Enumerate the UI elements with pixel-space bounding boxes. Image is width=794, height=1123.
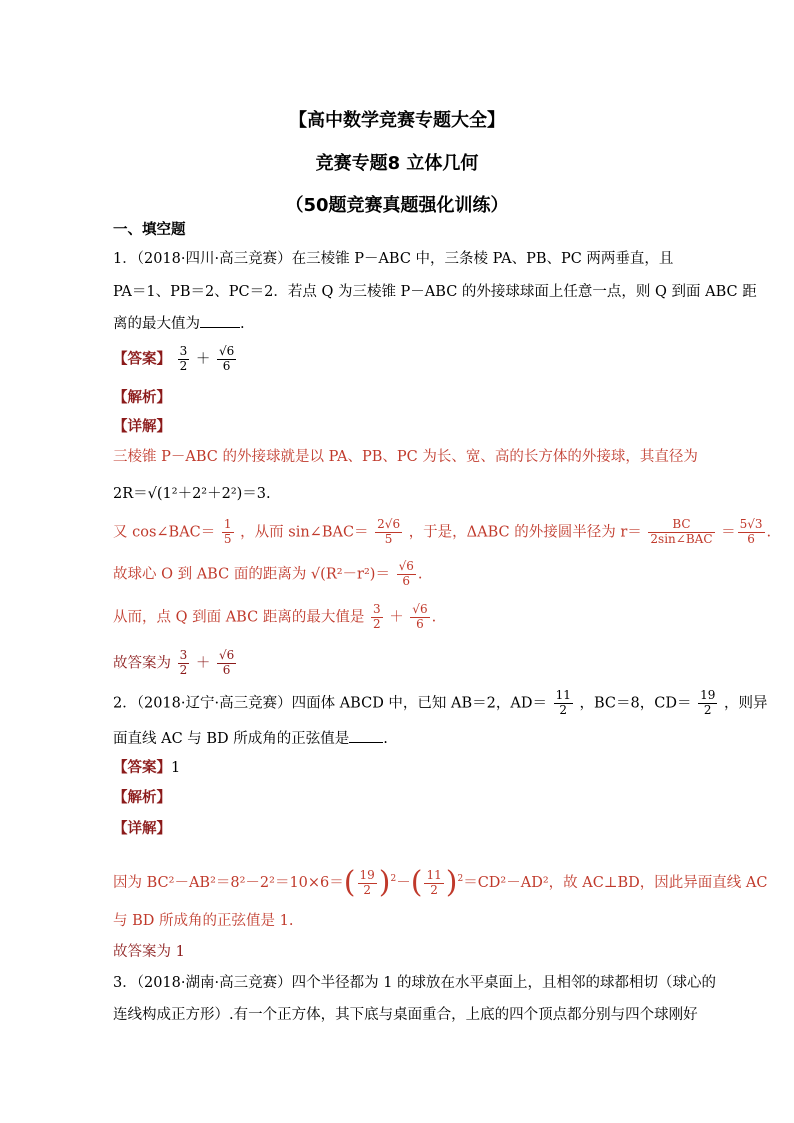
- q1-stem-line2: PA＝1、PB＝2、PC＝2．若点 Q 为三棱锥 P－ABC 的外接球球面上任意一点，则 Q 到面 ABC 距: [113, 284, 757, 300]
- q2-detail-label: 【详解】: [113, 821, 171, 837]
- sin-text: ，从而 sin∠BAC＝: [240, 524, 369, 541]
- q2-analysis-label: 【解析】: [113, 790, 171, 806]
- answer-label: 【答案】: [113, 351, 171, 368]
- fraction-bc-2sin: $\frac{BC}{\text{2sin∠BAC}}$: [650, 517, 713, 546]
- q2-text-a: 2．（2018·辽宁·高三竞赛）四面体 ABCD 中，已知 AB＝2，AD＝: [113, 695, 547, 712]
- period: .: [417, 566, 423, 583]
- period: .: [766, 524, 772, 541]
- fraction-11-2: $\frac{11}{2}$: [426, 867, 442, 897]
- q1-analysis-label: 【解析】: [113, 390, 171, 406]
- plus-sign: ＋: [195, 655, 211, 672]
- q1-stem-line3: [113, 315, 245, 333]
- q1-detail-label: 【详解】: [113, 419, 171, 435]
- fraction-root6-6: $\frac{√6}{6}$: [412, 602, 428, 631]
- period: .: [383, 731, 388, 747]
- fraction-root6-6: $\frac{√6}{6}$: [218, 344, 235, 373]
- fraction-19-2: $\frac{19}{2}$: [359, 867, 375, 897]
- q2-solution-line2: 与 BD 所成角的正弦值是 1.: [113, 913, 294, 929]
- q1-solution-line1: 三棱锥 P－ABC 的外接球就是以 PA、PB、PC 为长、宽、高的长方体的外接球，其直径为: [113, 449, 698, 465]
- fraction-root6-6: $\frac{√6}{6}$: [218, 648, 235, 677]
- q2-solution-line1: 因为 BC²－AB²＝8²－2²＝10×6＝( $\frac{19}{2}$ )$^2$－( $\frac{11}{2}$ )$^2$＝CD²－AD²，故 AC⊥BD，因此异面直线 AC: [113, 865, 768, 900]
- final-label: 故答案为: [113, 655, 171, 672]
- answer-blank: [349, 730, 383, 743]
- topic-title: 竞赛专题8 立体几何: [315, 153, 479, 174]
- q2-text-c: ，则异: [723, 695, 768, 712]
- q1-solution-line3: 又 cos∠BAC＝ $\frac{1}{5}$ ，从而 sin∠BAC＝ $\frac{2√6}{5}$ ，于是，ΔABC 的外接圆半径为 r＝ $\frac{BC}{\text{2sin∠BAC}}$ ＝ $\frac{5√3}{6}$ .: [113, 517, 772, 546]
- period: .: [431, 609, 437, 626]
- section-heading: 一、填空题: [113, 222, 186, 238]
- fraction-3-2: $\frac{3}{2}$: [179, 648, 188, 677]
- fraction-3-2: $\frac{3}{2}$: [372, 602, 381, 631]
- conclusion-text: ＝CD²－AD²，故 AC⊥BD，因此异面直线 AC: [463, 875, 768, 891]
- answer-label: 【答案】: [113, 760, 171, 776]
- radius-text: ，于是，ΔABC 的外接圆半径为 r＝: [408, 524, 642, 541]
- q1-answer: [113, 345, 238, 374]
- q1-solution-line5: [113, 603, 436, 632]
- distance-text: 故球心 O 到 ABC 面的距离为 √(R²－r²)＝: [113, 566, 390, 583]
- collection-title: 【高中数学竞赛专题大全】: [289, 110, 505, 131]
- q3-stem-line1: 3．（2018·湖南·高三竞赛）四个半径都为 1 的球放在水平桌面上，且相邻的球都相切（球心的: [113, 975, 717, 991]
- q1-final-answer: [113, 649, 238, 678]
- fraction-1-5: $\frac{1}{5}$: [223, 517, 232, 546]
- q1-stem-period: .: [240, 316, 245, 332]
- q2-stem-line2: [113, 730, 388, 748]
- max-distance-text: 从而，点 Q 到面 ABC 距离的最大值是: [113, 609, 365, 626]
- fraction-11-2: $\frac{11}{2}$: [555, 688, 571, 717]
- fraction-3-2: $\frac{3}{2}$: [179, 344, 188, 373]
- difference-text: 因为 BC²－AB²＝8²－2²＝10×6＝: [113, 875, 344, 891]
- plus-sign: ＋: [195, 351, 211, 368]
- q2-text-b: ，BC＝8，CD＝: [579, 695, 692, 712]
- q2-stem-line1: [113, 689, 767, 718]
- minus-sign: －: [396, 875, 411, 891]
- q1-stem-line1: 1．（2018·四川·高三竞赛）在三棱锥 P－ABC 中，三条棱 PA、PB、PC 两两垂直，且: [113, 251, 674, 267]
- q2-stem-text: 面直线 AC 与 BD 所成角的正弦值是: [113, 731, 350, 747]
- right-paren: ): [445, 865, 458, 900]
- cos-text: 又 cos∠BAC＝: [113, 524, 216, 541]
- answer-value: 1: [171, 760, 181, 776]
- q2-final-answer: 故答案为 1: [113, 944, 185, 960]
- q1-solution-line2: 2R＝√(1²＋2²＋2²)＝3.: [113, 486, 271, 502]
- training-subtitle: （50题竞赛真题强化训练）: [285, 195, 509, 216]
- fraction-root6-6: $\frac{√6}{6}$: [398, 559, 414, 588]
- fraction-5root3-6: $\frac{5√3}{6}$: [739, 517, 763, 546]
- answer-blank: [200, 315, 240, 328]
- fraction-2root6-5: $\frac{2√6}{5}$: [377, 517, 401, 546]
- q2-answer: [113, 760, 180, 777]
- q1-stem-text: 离的最大值为: [113, 316, 200, 332]
- plus-sign: ＋: [389, 609, 404, 626]
- left-paren: (: [343, 865, 356, 900]
- q3-stem-line2: 连线构成正方形）.有一个正方体，其下底与桌面重合，上底的四个顶点都分别与四个球刚好: [113, 1007, 698, 1023]
- right-paren: ): [378, 865, 391, 900]
- left-paren: (: [410, 865, 423, 900]
- q1-solution-line4: [113, 560, 422, 589]
- fraction-19-2: $\frac{19}{2}$: [700, 688, 716, 717]
